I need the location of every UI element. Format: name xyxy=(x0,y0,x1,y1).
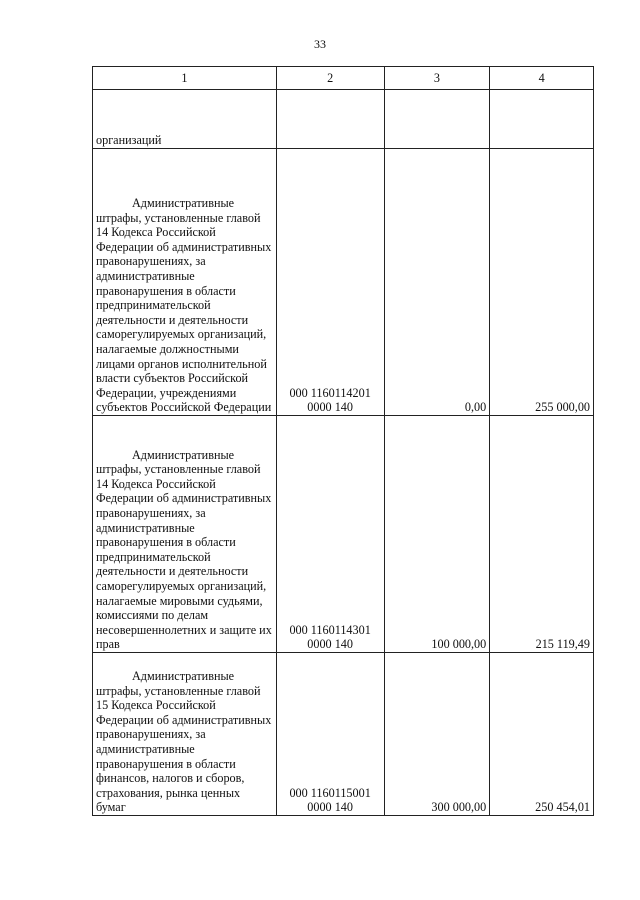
row-col4-value: 255 000,00 xyxy=(490,149,594,416)
row-col4-value xyxy=(490,90,594,149)
budget-table xyxy=(92,66,594,816)
row-col4-value: 215 119,49 xyxy=(490,416,594,653)
row-name-text: организаций xyxy=(96,133,162,148)
row-name-cell xyxy=(93,416,277,653)
row-code-line1: 000 1160114301 xyxy=(289,622,371,637)
table-row xyxy=(93,653,594,816)
row-name-cell xyxy=(93,653,277,816)
row-name-cell xyxy=(93,90,277,149)
table-row xyxy=(93,90,594,149)
row-code-line2: 0000 140 xyxy=(307,800,353,815)
row-name-text: Административные штрафы, установленные главой 15 Кодекса Российской Федерации об административных правонарушениях, за административные правонарушения в области финансов, налогов и сборов, страхования, рынка ценных бумаг xyxy=(96,669,272,815)
row-name-text: Административные штрафы, установленные главой 14 Кодекса Российской Федерации об административных правонарушениях, за административные правонарушения в области предпринимательской деятельности и деятельности саморегулируемых организаций, налагаемые мировыми судьями, комиссиями по делам несовершеннолетних и защите их прав xyxy=(96,447,272,652)
table-header-row xyxy=(93,67,594,90)
header-cell-4: 4 xyxy=(490,67,594,90)
header-cell-1: 1 xyxy=(93,67,277,90)
row-code-cell xyxy=(276,416,384,653)
row-name-cell xyxy=(93,149,277,416)
row-col3-value: 300 000,00 xyxy=(384,653,490,816)
row-code-line1: 000 1160115001 xyxy=(289,785,371,800)
header-cell-2: 2 xyxy=(276,67,384,90)
page-number: 33 xyxy=(314,37,326,51)
table-row xyxy=(93,416,594,653)
row-code-line2: 0000 140 xyxy=(307,400,353,415)
row-col3-value xyxy=(384,90,490,149)
row-col4-value: 250 454,01 xyxy=(490,653,594,816)
row-name-text: Административные штрафы, установленные главой 14 Кодекса Российской Федерации об административных правонарушениях, за административные правонарушения в области предпринимательской деятельности и деятельности саморегулируемых организаций, налагаемые должностными лицами органов исполнительной власти субъектов Российской Федерации, учреждениями субъектов Российской Федерации xyxy=(96,196,272,415)
header-cell-3: 3 xyxy=(384,67,490,90)
table-row xyxy=(93,149,594,416)
row-col3-value: 100 000,00 xyxy=(384,416,490,653)
row-code-cell xyxy=(276,90,384,149)
row-code-line1: 000 1160114201 xyxy=(289,385,371,400)
row-code-cell xyxy=(276,653,384,816)
row-code-cell xyxy=(276,149,384,416)
row-code-line2: 0000 140 xyxy=(307,637,353,652)
row-col3-value: 0,00 xyxy=(384,149,490,416)
